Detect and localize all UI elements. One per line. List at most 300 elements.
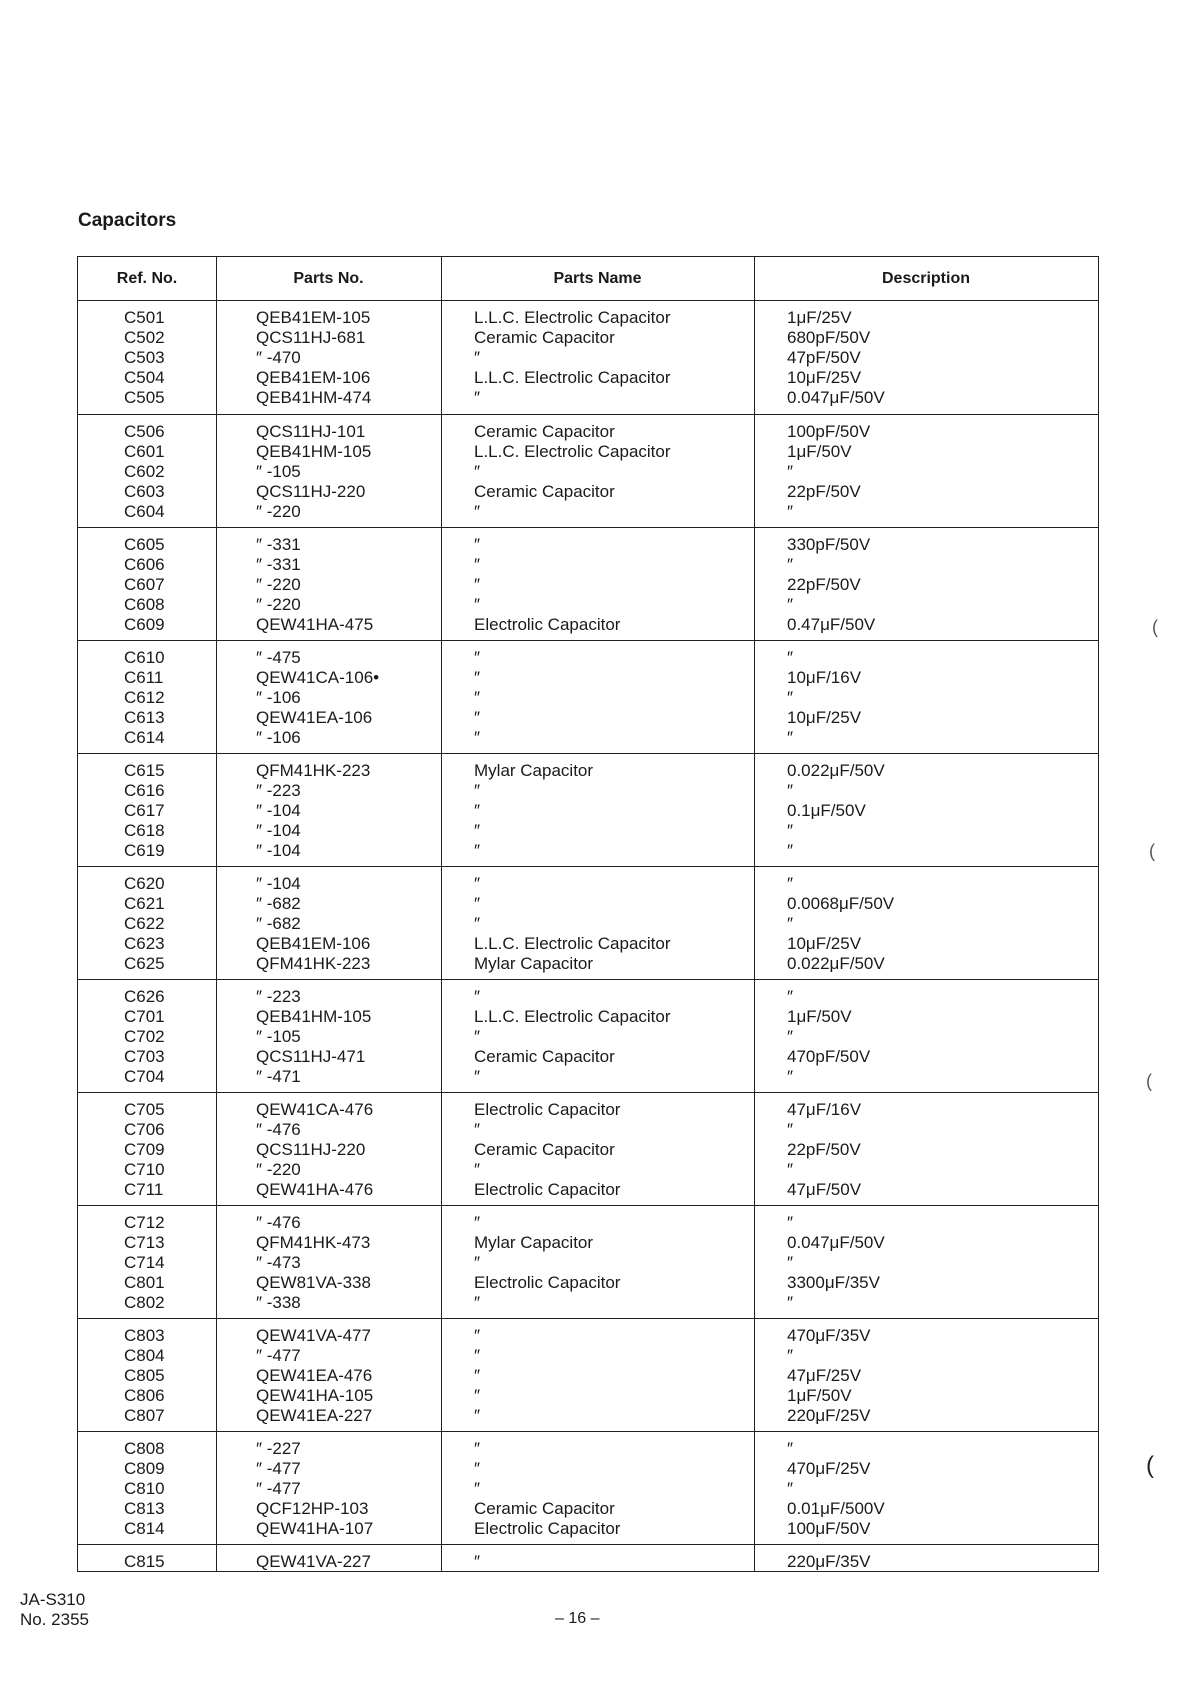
parts-name-cell: ″ — [474, 708, 481, 727]
parts-name-cell: Electrolic Capacitor — [474, 1180, 621, 1199]
parts-no-cell: ″ -476 — [256, 1120, 301, 1139]
ref-no-cell: C619 — [124, 841, 165, 860]
parts-name-cell: ″ — [474, 555, 481, 574]
ref-no-cell: C610 — [124, 648, 165, 667]
parts-name-cell: ″ — [474, 462, 481, 481]
margin-mark: ( — [1152, 617, 1158, 637]
parts-name-cell: ″ — [474, 874, 481, 893]
footer-model: JA-S310 — [20, 1590, 86, 1609]
footer-number: No. 2355 — [20, 1610, 89, 1629]
description-cell: 47μF/50V — [787, 1180, 862, 1199]
ref-no-cell: C504 — [124, 368, 165, 387]
parts-no-cell: ″ -475 — [256, 648, 301, 667]
margin-mark: ( — [1146, 1452, 1154, 1479]
ref-no-cell: C805 — [124, 1366, 165, 1385]
parts-no-cell: QEW41VA-477 — [256, 1326, 371, 1345]
description-cell: 10μF/16V — [787, 668, 862, 687]
parts-name-cell: Mylar Capacitor — [474, 1233, 594, 1252]
ref-no-cell: C814 — [124, 1519, 165, 1538]
parts-name-cell: ″ — [474, 502, 481, 521]
parts-no-cell: QEB41EM-106 — [256, 934, 371, 953]
ref-no-cell: C710 — [124, 1160, 165, 1179]
table-row — [78, 1326, 1098, 1346]
table-row — [78, 781, 1098, 801]
parts-name-cell: ″ — [474, 1027, 481, 1046]
ref-no-cell: C608 — [124, 595, 165, 614]
header-parts-name: Parts Name — [553, 270, 642, 287]
ref-no-cell: C623 — [124, 934, 165, 953]
table-row — [78, 502, 1098, 522]
parts-name-cell: ″ — [474, 914, 481, 933]
table-row — [78, 1120, 1098, 1140]
table-row — [78, 1406, 1098, 1426]
description-cell: ″ — [787, 1346, 794, 1365]
parts-no-cell: QEW81VA-338 — [256, 1273, 371, 1292]
parts-name-cell: L.L.C. Electrolic Capacitor — [474, 442, 671, 461]
row-group — [78, 866, 1098, 979]
header-ref-no: Ref. No. — [116, 270, 178, 287]
parts-name-cell: Electrolic Capacitor — [474, 1519, 621, 1538]
ref-no-cell: C613 — [124, 708, 165, 727]
description-cell: ″ — [787, 841, 794, 860]
parts-no-cell: QEW41CA-476 — [256, 1100, 374, 1119]
ref-no-cell: C615 — [124, 761, 165, 780]
description-cell: ″ — [787, 648, 794, 667]
description-cell: 680pF/50V — [787, 328, 871, 347]
parts-no-cell: QEB41HM-474 — [256, 388, 372, 407]
parts-no-cell: ″ -471 — [256, 1067, 301, 1086]
parts-name-cell: L.L.C. Electrolic Capacitor — [474, 368, 671, 387]
parts-no-cell: QEB41HM-105 — [256, 442, 372, 461]
table-row — [78, 708, 1098, 728]
parts-name-cell: L.L.C. Electrolic Capacitor — [474, 1007, 671, 1026]
description-cell: 470μF/35V — [787, 1326, 871, 1345]
table-row — [78, 1552, 1098, 1572]
description-cell: ″ — [787, 914, 794, 933]
description-cell: 22pF/50V — [787, 575, 861, 594]
parts-name-cell: ″ — [474, 595, 481, 614]
parts-no-cell: QEW41HA-105 — [256, 1386, 374, 1405]
description-cell: 470pF/50V — [787, 1047, 871, 1066]
ref-no-cell: C502 — [124, 328, 165, 347]
table-row — [78, 648, 1098, 668]
table-row — [78, 1459, 1098, 1479]
description-cell: ″ — [787, 1027, 794, 1046]
parts-no-cell: QCF12HP-103 — [256, 1499, 369, 1518]
parts-name-cell: ″ — [474, 1326, 481, 1345]
table-row — [78, 1346, 1098, 1366]
table-row — [78, 348, 1098, 368]
ref-no-cell: C618 — [124, 821, 165, 840]
ref-no-cell: C704 — [124, 1067, 165, 1086]
parts-no-cell: ″ -220 — [256, 595, 301, 614]
description-cell: ″ — [787, 1120, 794, 1139]
row-group — [78, 640, 1098, 753]
description-cell: ″ — [787, 728, 794, 747]
header-parts-no: Parts No. — [293, 270, 364, 287]
parts-name-cell: Ceramic Capacitor — [474, 1047, 615, 1066]
parts-name-cell: Ceramic Capacitor — [474, 482, 615, 501]
description-cell: ″ — [787, 1160, 794, 1179]
parts-name-cell: ″ — [474, 1160, 481, 1179]
parts-name-cell: ″ — [474, 987, 481, 1006]
table-row — [78, 841, 1098, 861]
parts-no-cell: ″ -220 — [256, 502, 301, 521]
ref-no-cell: C621 — [124, 894, 165, 913]
parts-name-cell: ″ — [474, 1120, 481, 1139]
parts-name-cell: ″ — [474, 575, 481, 594]
parts-no-cell: ″ -220 — [256, 1160, 301, 1179]
ref-no-cell: C605 — [124, 535, 165, 554]
parts-name-cell: ″ — [474, 1213, 481, 1232]
parts-name-cell: ″ — [474, 1346, 481, 1365]
parts-name-cell: ″ — [474, 1067, 481, 1086]
description-cell: ″ — [787, 1253, 794, 1272]
description-cell: 0.47μF/50V — [787, 615, 876, 634]
ref-no-cell: C614 — [124, 728, 165, 747]
table-row — [78, 987, 1098, 1007]
table-row — [78, 1253, 1098, 1273]
parts-name-cell: ″ — [474, 1386, 481, 1405]
parts-no-cell: ″ -227 — [256, 1439, 301, 1458]
ref-no-cell: C604 — [124, 502, 165, 521]
parts-name-cell: ″ — [474, 1479, 481, 1498]
parts-no-cell: QFM41HK-223 — [256, 954, 371, 973]
ref-no-cell: C713 — [124, 1233, 165, 1252]
parts-name-cell: ″ — [474, 668, 481, 687]
row-group — [78, 1205, 1098, 1318]
parts-no-cell: ″ -106 — [256, 728, 301, 747]
table-row — [78, 668, 1098, 688]
parts-no-cell: ″ -105 — [256, 462, 301, 481]
parts-no-cell: ″ -220 — [256, 575, 301, 594]
parts-name-cell: ″ — [474, 388, 481, 407]
ref-no-cell: C606 — [124, 555, 165, 574]
parts-no-cell: QFM41HK-223 — [256, 761, 371, 780]
table-row — [78, 1293, 1098, 1313]
table-row — [78, 1047, 1098, 1067]
table-row — [78, 388, 1098, 408]
table-row — [78, 934, 1098, 954]
table-row — [78, 914, 1098, 934]
parts-name-cell: ″ — [474, 801, 481, 820]
ref-no-cell: C620 — [124, 874, 165, 893]
parts-no-cell: QEW41VA-227 — [256, 1552, 371, 1571]
parts-no-cell: ″ -105 — [256, 1027, 301, 1046]
description-cell: 0.01μF/500V — [787, 1499, 885, 1518]
parts-name-cell: ″ — [474, 821, 481, 840]
parts-name-cell: ″ — [474, 781, 481, 800]
parts-name-cell: ″ — [474, 841, 481, 860]
table-row — [78, 761, 1098, 781]
parts-name-cell: ″ — [474, 648, 481, 667]
row-group — [78, 527, 1098, 640]
description-cell: 0.1μF/50V — [787, 801, 866, 820]
description-cell: ″ — [787, 1479, 794, 1498]
parts-no-cell: QEW41EA-227 — [256, 1406, 373, 1425]
table-row — [78, 801, 1098, 821]
parts-name-cell: Ceramic Capacitor — [474, 422, 615, 441]
table-row — [78, 442, 1098, 462]
ref-no-cell: C625 — [124, 954, 165, 973]
parts-no-cell: ″ -104 — [256, 841, 301, 860]
description-cell: 47pF/50V — [787, 348, 861, 367]
table-row — [78, 1160, 1098, 1180]
ref-no-cell: C810 — [124, 1479, 165, 1498]
parts-name-cell: ″ — [474, 1366, 481, 1385]
ref-no-cell: C705 — [124, 1100, 165, 1119]
parts-name-cell: Electrolic Capacitor — [474, 1100, 621, 1119]
ref-no-cell: C609 — [124, 615, 165, 634]
table-row — [78, 575, 1098, 595]
table-row — [78, 1273, 1098, 1293]
table-row — [78, 368, 1098, 388]
parts-no-cell: ″ -477 — [256, 1346, 301, 1365]
ref-no-cell: C607 — [124, 575, 165, 594]
description-cell: ″ — [787, 781, 794, 800]
table-row — [78, 595, 1098, 615]
parts-name-cell: Ceramic Capacitor — [474, 328, 615, 347]
ref-no-cell: C808 — [124, 1439, 165, 1458]
table-row — [78, 1519, 1098, 1539]
parts-no-cell: QCS11HJ-220 — [256, 482, 366, 501]
description-cell: 330pF/50V — [787, 535, 871, 554]
header-description: Description — [881, 270, 970, 287]
description-cell: 1μF/25V — [787, 308, 852, 327]
page-number: – 16 – — [555, 1610, 600, 1627]
description-cell: 220μF/25V — [787, 1406, 871, 1425]
description-cell: ″ — [787, 502, 794, 521]
parts-name-cell: Electrolic Capacitor — [474, 615, 621, 634]
parts-name-cell: ″ — [474, 1293, 481, 1312]
description-cell: ″ — [787, 688, 794, 707]
description-cell: 0.047μF/50V — [787, 388, 885, 407]
row-group — [78, 1431, 1098, 1544]
table-row — [78, 894, 1098, 914]
parts-no-cell: ″ -104 — [256, 801, 301, 820]
ref-no-cell: C701 — [124, 1007, 165, 1026]
table-row — [78, 1479, 1098, 1499]
parts-name-cell: ″ — [474, 1253, 481, 1272]
capacitors-table — [77, 256, 1099, 1572]
table-row — [78, 1180, 1098, 1200]
margin-mark: ( — [1146, 1071, 1152, 1091]
ref-no-cell: C602 — [124, 462, 165, 481]
parts-no-cell: QEW41HA-107 — [256, 1519, 374, 1538]
description-cell: 47μF/25V — [787, 1366, 862, 1385]
parts-no-cell: QFM41HK-473 — [256, 1233, 371, 1252]
description-cell: ″ — [787, 1067, 794, 1086]
ref-no-cell: C815 — [124, 1552, 165, 1571]
description-cell: ″ — [787, 987, 794, 1006]
ref-no-cell: C702 — [124, 1027, 165, 1046]
parts-no-cell: QEW41HA-475 — [256, 615, 374, 634]
table-row — [78, 1386, 1098, 1406]
table-row — [78, 1140, 1098, 1160]
parts-no-cell: QEB41EM-105 — [256, 308, 371, 327]
parts-no-cell: QEW41HA-476 — [256, 1180, 374, 1199]
parts-no-cell: ″ -104 — [256, 874, 301, 893]
ref-no-cell: C626 — [124, 987, 165, 1006]
parts-no-cell: ″ -682 — [256, 894, 301, 913]
description-cell: ″ — [787, 1293, 794, 1312]
parts-no-cell: ″ -331 — [256, 535, 301, 554]
parts-name-cell: Ceramic Capacitor — [474, 1140, 615, 1159]
description-cell: 0.022μF/50V — [787, 761, 885, 780]
parts-name-cell: ″ — [474, 1552, 481, 1571]
description-cell: 10μF/25V — [787, 368, 862, 387]
ref-no-cell: C807 — [124, 1406, 165, 1425]
description-cell: 0.022μF/50V — [787, 954, 885, 973]
parts-no-cell: QCS11HJ-220 — [256, 1140, 366, 1159]
parts-no-cell: ″ -338 — [256, 1293, 301, 1312]
table-row — [78, 1027, 1098, 1047]
parts-name-cell: L.L.C. Electrolic Capacitor — [474, 934, 671, 953]
parts-no-cell: QCS11HJ-101 — [256, 422, 366, 441]
table-row — [78, 1100, 1098, 1120]
parts-no-cell: ″ -477 — [256, 1459, 301, 1478]
parts-no-cell: QEW41EA-106 — [256, 708, 373, 727]
ref-no-cell: C802 — [124, 1293, 165, 1312]
parts-name-cell: Ceramic Capacitor — [474, 1499, 615, 1518]
parts-no-cell: QEB41HM-105 — [256, 1007, 372, 1026]
row-group — [78, 1318, 1098, 1431]
ref-no-cell: C501 — [124, 308, 165, 327]
parts-name-cell: Mylar Capacitor — [474, 761, 594, 780]
description-cell: 10μF/25V — [787, 934, 862, 953]
description-cell: ″ — [787, 1213, 794, 1232]
ref-no-cell: C503 — [124, 348, 165, 367]
description-cell: 220μF/35V — [787, 1552, 871, 1571]
row-group — [78, 1544, 1098, 1577]
table-row — [78, 1366, 1098, 1386]
table-row — [78, 615, 1098, 635]
parts-no-cell: ″ -682 — [256, 914, 301, 933]
ref-no-cell: C617 — [124, 801, 165, 820]
ref-no-cell: C806 — [124, 1386, 165, 1405]
ref-no-cell: C616 — [124, 781, 165, 800]
table-row — [78, 1213, 1098, 1233]
table-row — [78, 688, 1098, 708]
ref-no-cell: C603 — [124, 482, 165, 501]
table-row — [78, 1439, 1098, 1459]
table-row — [78, 954, 1098, 974]
table-header — [78, 257, 1098, 301]
parts-name-cell: L.L.C. Electrolic Capacitor — [474, 308, 671, 327]
margin-mark: ( — [1149, 841, 1155, 861]
parts-name-cell: ″ — [474, 535, 481, 554]
table-row — [78, 728, 1098, 748]
ref-no-cell: C801 — [124, 1273, 165, 1292]
table-row — [78, 1233, 1098, 1253]
table-row — [78, 874, 1098, 894]
parts-no-cell: ″ -470 — [256, 348, 301, 367]
section-title: Capacitors — [78, 210, 177, 231]
table-row — [78, 821, 1098, 841]
ref-no-cell: C506 — [124, 422, 165, 441]
parts-no-cell: QEW41EA-476 — [256, 1366, 373, 1385]
description-cell: 22pF/50V — [787, 482, 861, 501]
table-row — [78, 462, 1098, 482]
description-cell: 0.047μF/50V — [787, 1233, 885, 1252]
ref-no-cell: C804 — [124, 1346, 165, 1365]
row-group — [78, 414, 1098, 527]
ref-no-cell: C703 — [124, 1047, 165, 1066]
table-row — [78, 482, 1098, 502]
ref-no-cell: C809 — [124, 1459, 165, 1478]
row-group — [78, 753, 1098, 866]
parts-no-cell: ″ -104 — [256, 821, 301, 840]
description-cell: 100pF/50V — [787, 422, 871, 441]
row-group — [78, 979, 1098, 1092]
parts-name-cell: ″ — [474, 894, 481, 913]
ref-no-cell: C714 — [124, 1253, 165, 1272]
description-cell: 100μF/50V — [787, 1519, 871, 1538]
ref-no-cell: C706 — [124, 1120, 165, 1139]
description-cell: 1μF/50V — [787, 1386, 852, 1405]
table-row — [78, 555, 1098, 575]
parts-name-cell: Electrolic Capacitor — [474, 1273, 621, 1292]
table-row — [78, 1007, 1098, 1027]
description-cell: 0.0068μF/50V — [787, 894, 895, 913]
description-cell: 1μF/50V — [787, 1007, 852, 1026]
description-cell: ″ — [787, 821, 794, 840]
parts-name-cell: ″ — [474, 728, 481, 747]
table-row — [78, 1067, 1098, 1087]
parts-no-cell: QEB41EM-106 — [256, 368, 371, 387]
footer-model-info — [20, 1590, 89, 1630]
description-cell: ″ — [787, 595, 794, 614]
parts-no-cell: QEW41CA-106• — [256, 668, 380, 687]
parts-no-cell: ″ -331 — [256, 555, 301, 574]
description-cell: ″ — [787, 462, 794, 481]
description-cell: 22pF/50V — [787, 1140, 861, 1159]
ref-no-cell: C622 — [124, 914, 165, 933]
description-cell: 10μF/25V — [787, 708, 862, 727]
row-group — [78, 301, 1098, 414]
parts-name-cell: Mylar Capacitor — [474, 954, 594, 973]
table-row — [78, 535, 1098, 555]
description-cell: 3300μF/35V — [787, 1273, 880, 1292]
parts-no-cell: ″ -476 — [256, 1213, 301, 1232]
table-row — [78, 328, 1098, 348]
parts-name-cell: ″ — [474, 348, 481, 367]
parts-no-cell: QCS11HJ-681 — [256, 328, 366, 347]
row-group — [78, 1092, 1098, 1205]
ref-no-cell: C612 — [124, 688, 165, 707]
description-cell: ″ — [787, 874, 794, 893]
parts-no-cell: ″ -223 — [256, 781, 301, 800]
parts-no-cell: ″ -223 — [256, 987, 301, 1006]
parts-no-cell: QCS11HJ-471 — [256, 1047, 366, 1066]
ref-no-cell: C601 — [124, 442, 165, 461]
ref-no-cell: C611 — [124, 668, 164, 687]
table-row — [78, 308, 1098, 328]
ref-no-cell: C712 — [124, 1213, 165, 1232]
ref-no-cell: C505 — [124, 388, 165, 407]
ref-no-cell: C711 — [124, 1180, 164, 1199]
parts-no-cell: ″ -473 — [256, 1253, 301, 1272]
description-cell: 1μF/50V — [787, 442, 852, 461]
parts-name-cell: ″ — [474, 1459, 481, 1478]
table-row — [78, 1499, 1098, 1519]
description-cell: ″ — [787, 1439, 794, 1458]
description-cell: 47μF/16V — [787, 1100, 862, 1119]
ref-no-cell: C709 — [124, 1140, 165, 1159]
parts-no-cell: ″ -106 — [256, 688, 301, 707]
table-row — [78, 422, 1098, 442]
parts-no-cell: ″ -477 — [256, 1479, 301, 1498]
